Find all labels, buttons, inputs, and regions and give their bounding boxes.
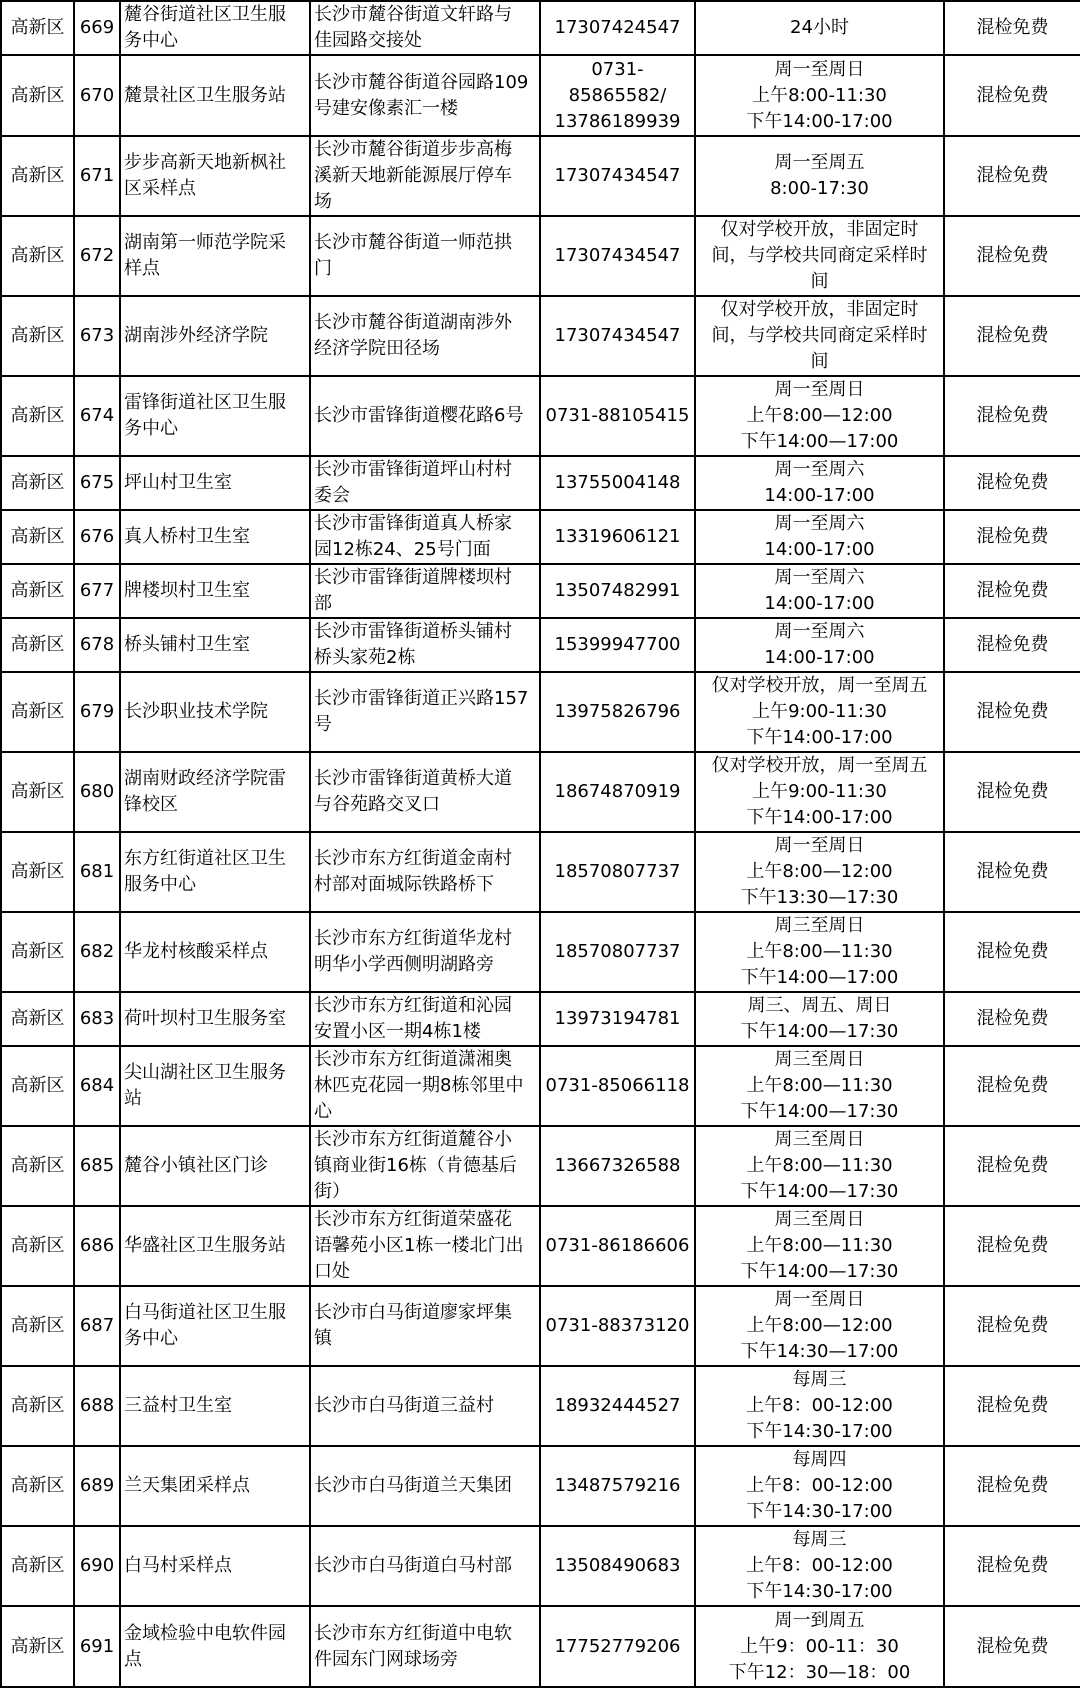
number-cell: 677: [74, 564, 120, 618]
number-cell: 690: [74, 1526, 120, 1606]
district-cell: 高新区: [1, 1606, 74, 1687]
address-cell: 长沙市东方红街道华龙村 明华小学西侧明湖路旁: [310, 912, 540, 992]
hours-cell: 仅对学校开放，非固定时 间，与学校共同商定采样时 间: [695, 216, 944, 296]
site-name-cell: 真人桥村卫生室: [120, 510, 310, 564]
table-row: [1, 1286, 1080, 1366]
number-cell: 678: [74, 618, 120, 672]
district-cell: 高新区: [1, 618, 74, 672]
address-cell: 长沙市雷锋街道桥头铺村 桥头家苑2栋: [310, 618, 540, 672]
address-cell: 长沙市雷锋街道黄桥大道 与谷苑路交叉口: [310, 752, 540, 832]
address-cell: 长沙市麓谷街道一师范拱 门: [310, 216, 540, 296]
phone-cell: 18932444527: [540, 1366, 695, 1446]
site-name-cell: 华盛社区卫生服务站: [120, 1206, 310, 1286]
site-name-cell: 白马村采样点: [120, 1526, 310, 1606]
district-cell: 高新区: [1, 752, 74, 832]
site-name-cell: 金域检验中电软件园 点: [120, 1606, 310, 1687]
hours-cell: 周一至周日 上午8:00—12:00 下午13:30—17:30: [695, 832, 944, 912]
fee-cell: 混检免费: [944, 564, 1080, 618]
address-cell: 长沙市麓谷街道谷园路109 号建安像素汇一楼: [310, 55, 540, 136]
table-row: [1, 1366, 1080, 1446]
site-name-cell: 湖南财政经济学院雷 锋校区: [120, 752, 310, 832]
hours-cell: 每周四 上午8：00-12:00 下午14:30-17:00: [695, 1446, 944, 1526]
district-cell: 高新区: [1, 1, 74, 55]
number-cell: 683: [74, 992, 120, 1046]
table-row: [1, 376, 1080, 456]
fee-cell: 混检免费: [944, 1606, 1080, 1687]
fee-cell: 混检免费: [944, 672, 1080, 752]
table-row: [1, 618, 1080, 672]
fee-cell: 混检免费: [944, 832, 1080, 912]
hours-cell: 周三至周日 上午8:00—11:30 下午14:00—17:00: [695, 912, 944, 992]
district-cell: 高新区: [1, 1126, 74, 1206]
fee-cell: 混检免费: [944, 1046, 1080, 1126]
fee-cell: 混检免费: [944, 510, 1080, 564]
site-name-cell: 三益村卫生室: [120, 1366, 310, 1446]
table-row: [1, 752, 1080, 832]
table-row: [1, 1, 1080, 55]
table-row: [1, 672, 1080, 752]
hours-cell: 周一到周五 上午9：00-11：30 下午12：30—18：00: [695, 1606, 944, 1687]
site-name-cell: 步步高新天地新枫社 区采样点: [120, 136, 310, 216]
fee-cell: 混检免费: [944, 216, 1080, 296]
site-name-cell: 坪山村卫生室: [120, 456, 310, 510]
phone-cell: 0731-85066118: [540, 1046, 695, 1126]
phone-cell: 0731-88105415: [540, 376, 695, 456]
number-cell: 673: [74, 296, 120, 376]
hours-cell: 周三至周日 上午8:00—11:30 下午14:00—17:30: [695, 1046, 944, 1126]
hours-cell: 周一至周日 上午8:00—12:00 下午14:30—17:00: [695, 1286, 944, 1366]
fee-cell: 混检免费: [944, 1446, 1080, 1526]
phone-cell: 13755004148: [540, 456, 695, 510]
district-cell: 高新区: [1, 55, 74, 136]
phone-cell: 17307434547: [540, 296, 695, 376]
address-cell: 长沙市麓谷街道湖南涉外 经济学院田径场: [310, 296, 540, 376]
site-name-cell: 荷叶坝村卫生服务室: [120, 992, 310, 1046]
phone-cell: 13667326588: [540, 1126, 695, 1206]
district-cell: 高新区: [1, 456, 74, 510]
table-row: [1, 1206, 1080, 1286]
address-cell: 长沙市麓谷街道文轩路与 佳园路交接处: [310, 1, 540, 55]
phone-cell: 15399947700: [540, 618, 695, 672]
table-row: [1, 456, 1080, 510]
phone-cell: 17307434547: [540, 136, 695, 216]
table-row: [1, 136, 1080, 216]
address-cell: 长沙市白马街道兰天集团: [310, 1446, 540, 1526]
table-row: [1, 1126, 1080, 1206]
table-row: [1, 55, 1080, 136]
district-cell: 高新区: [1, 1206, 74, 1286]
hours-cell: 周一至周六 14:00-17:00: [695, 456, 944, 510]
district-cell: 高新区: [1, 216, 74, 296]
fee-cell: 混检免费: [944, 1, 1080, 55]
fee-cell: 混检免费: [944, 618, 1080, 672]
phone-cell: 13508490683: [540, 1526, 695, 1606]
number-cell: 675: [74, 456, 120, 510]
number-cell: 670: [74, 55, 120, 136]
address-cell: 长沙市雷锋街道樱花路6号: [310, 376, 540, 456]
district-cell: 高新区: [1, 992, 74, 1046]
fee-cell: 混检免费: [944, 456, 1080, 510]
address-cell: 长沙市麓谷街道步步高梅 溪新天地新能源展厅停车 场: [310, 136, 540, 216]
number-cell: 685: [74, 1126, 120, 1206]
number-cell: 686: [74, 1206, 120, 1286]
hours-cell: 每周三 上午8：00-12:00 下午14:30-17:00: [695, 1366, 944, 1446]
district-cell: 高新区: [1, 1446, 74, 1526]
fee-cell: 混检免费: [944, 912, 1080, 992]
site-name-cell: 雷锋街道社区卫生服 务中心: [120, 376, 310, 456]
hours-cell: 仅对学校开放，非固定时 间，与学校共同商定采样时 间: [695, 296, 944, 376]
address-cell: 长沙市雷锋街道真人桥家 园12栋24、25号门面: [310, 510, 540, 564]
fee-cell: 混检免费: [944, 1526, 1080, 1606]
fee-cell: 混检免费: [944, 376, 1080, 456]
number-cell: 688: [74, 1366, 120, 1446]
table-row: [1, 564, 1080, 618]
table-row: [1, 1446, 1080, 1526]
district-cell: 高新区: [1, 1286, 74, 1366]
phone-cell: 0731-88373120: [540, 1286, 695, 1366]
site-name-cell: 麓谷小镇社区门诊: [120, 1126, 310, 1206]
phone-cell: 13507482991: [540, 564, 695, 618]
address-cell: 长沙市白马街道白马村部: [310, 1526, 540, 1606]
table-row: [1, 992, 1080, 1046]
district-cell: 高新区: [1, 832, 74, 912]
site-name-cell: 华龙村核酸采样点: [120, 912, 310, 992]
number-cell: 674: [74, 376, 120, 456]
hours-cell: 周三至周日 上午8:00—11:30 下午14:00—17:30: [695, 1206, 944, 1286]
table-row: [1, 1046, 1080, 1126]
number-cell: 691: [74, 1606, 120, 1687]
district-cell: 高新区: [1, 1046, 74, 1126]
site-name-cell: 湖南涉外经济学院: [120, 296, 310, 376]
district-cell: 高新区: [1, 296, 74, 376]
fee-cell: 混检免费: [944, 1126, 1080, 1206]
address-cell: 长沙市东方红街道和沁园 安置小区一期4栋1楼: [310, 992, 540, 1046]
fee-cell: 混检免费: [944, 1366, 1080, 1446]
fee-cell: 混检免费: [944, 752, 1080, 832]
table-row: [1, 912, 1080, 992]
hours-cell: 周一至周六 14:00-17:00: [695, 564, 944, 618]
hours-cell: 周一至周六 14:00-17:00: [695, 618, 944, 672]
phone-cell: 13973194781: [540, 992, 695, 1046]
hours-cell: 周一至周日 上午8:00-11:30 下午14:00-17:00: [695, 55, 944, 136]
phone-cell: 18570807737: [540, 832, 695, 912]
address-cell: 长沙市东方红街道麓谷小 镇商业街16栋（肯德基后 街）: [310, 1126, 540, 1206]
site-name-cell: 东方红街道社区卫生 服务中心: [120, 832, 310, 912]
fee-cell: 混检免费: [944, 992, 1080, 1046]
district-cell: 高新区: [1, 136, 74, 216]
hours-cell: 周三、周五、周日 下午14:00—17:30: [695, 992, 944, 1046]
site-name-cell: 麓景社区卫生服务站: [120, 55, 310, 136]
site-name-cell: 白马街道社区卫生服 务中心: [120, 1286, 310, 1366]
phone-cell: 18570807737: [540, 912, 695, 992]
district-cell: 高新区: [1, 376, 74, 456]
address-cell: 长沙市雷锋街道正兴路157 号: [310, 672, 540, 752]
number-cell: 679: [74, 672, 120, 752]
fee-cell: 混检免费: [944, 1286, 1080, 1366]
address-cell: 长沙市白马街道三益村: [310, 1366, 540, 1446]
fee-cell: 混检免费: [944, 296, 1080, 376]
hours-cell: 周一至周五 8:00-17:30: [695, 136, 944, 216]
number-cell: 672: [74, 216, 120, 296]
phone-cell: 13487579216: [540, 1446, 695, 1526]
number-cell: 676: [74, 510, 120, 564]
hours-cell: 仅对学校开放，周一至周五 上午9:00-11:30 下午14:00-17:00: [695, 672, 944, 752]
hours-cell: 仅对学校开放，周一至周五 上午9:00-11:30 下午14:00-17:00: [695, 752, 944, 832]
phone-cell: 17752779206: [540, 1606, 695, 1687]
site-name-cell: 尖山湖社区卫生服务 站: [120, 1046, 310, 1126]
table-body: [1, 1, 1080, 1687]
phone-cell: 13319606121: [540, 510, 695, 564]
hours-cell: 24小时: [695, 1, 944, 55]
table-row: [1, 216, 1080, 296]
fee-cell: 混检免费: [944, 55, 1080, 136]
address-cell: 长沙市东方红街道中电软 件园东门网球场旁: [310, 1606, 540, 1687]
fee-cell: 混检免费: [944, 1206, 1080, 1286]
number-cell: 681: [74, 832, 120, 912]
table-row: [1, 296, 1080, 376]
hours-cell: 周三至周日 上午8:00—11:30 下午14:00—17:30: [695, 1126, 944, 1206]
site-name-cell: 牌楼坝村卫生室: [120, 564, 310, 618]
address-cell: 长沙市白马街道廖家坪集 镇: [310, 1286, 540, 1366]
district-cell: 高新区: [1, 564, 74, 618]
table-row: [1, 510, 1080, 564]
district-cell: 高新区: [1, 1366, 74, 1446]
phone-cell: 13975826796: [540, 672, 695, 752]
address-cell: 长沙市东方红街道金南村 村部对面城际铁路桥下: [310, 832, 540, 912]
number-cell: 680: [74, 752, 120, 832]
address-cell: 长沙市雷锋街道坪山村村 委会: [310, 456, 540, 510]
address-cell: 长沙市东方红街道潇湘奥 林匹克花园一期8栋邻里中 心: [310, 1046, 540, 1126]
hours-cell: 每周三 上午8：00-12:00 下午14:30-17:00: [695, 1526, 944, 1606]
site-name-cell: 兰天集团采样点: [120, 1446, 310, 1526]
site-name-cell: 湖南第一师范学院采 样点: [120, 216, 310, 296]
table-row: [1, 1606, 1080, 1687]
number-cell: 684: [74, 1046, 120, 1126]
address-cell: 长沙市东方红街道荣盛花 语馨苑小区1栋一楼北门出 口处: [310, 1206, 540, 1286]
number-cell: 687: [74, 1286, 120, 1366]
district-cell: 高新区: [1, 510, 74, 564]
phone-cell: 0731-86186606: [540, 1206, 695, 1286]
number-cell: 689: [74, 1446, 120, 1526]
phone-cell: 17307434547: [540, 216, 695, 296]
table-row: [1, 832, 1080, 912]
number-cell: 682: [74, 912, 120, 992]
phone-cell: 17307424547: [540, 1, 695, 55]
hours-cell: 周一至周日 上午8:00—12:00 下午14:00—17:00: [695, 376, 944, 456]
hours-cell: 周一至周六 14:00-17:00: [695, 510, 944, 564]
site-name-cell: 桥头铺村卫生室: [120, 618, 310, 672]
site-name-cell: 长沙职业技术学院: [120, 672, 310, 752]
number-cell: 671: [74, 136, 120, 216]
phone-cell: 0731-85865582/ 13786189939: [540, 55, 695, 136]
number-cell: 669: [74, 1, 120, 55]
district-cell: 高新区: [1, 1526, 74, 1606]
district-cell: 高新区: [1, 912, 74, 992]
fee-cell: 混检免费: [944, 136, 1080, 216]
address-cell: 长沙市雷锋街道牌楼坝村 部: [310, 564, 540, 618]
district-cell: 高新区: [1, 672, 74, 752]
table-row: [1, 1526, 1080, 1606]
site-name-cell: 麓谷街道社区卫生服 务中心: [120, 1, 310, 55]
phone-cell: 18674870919: [540, 752, 695, 832]
